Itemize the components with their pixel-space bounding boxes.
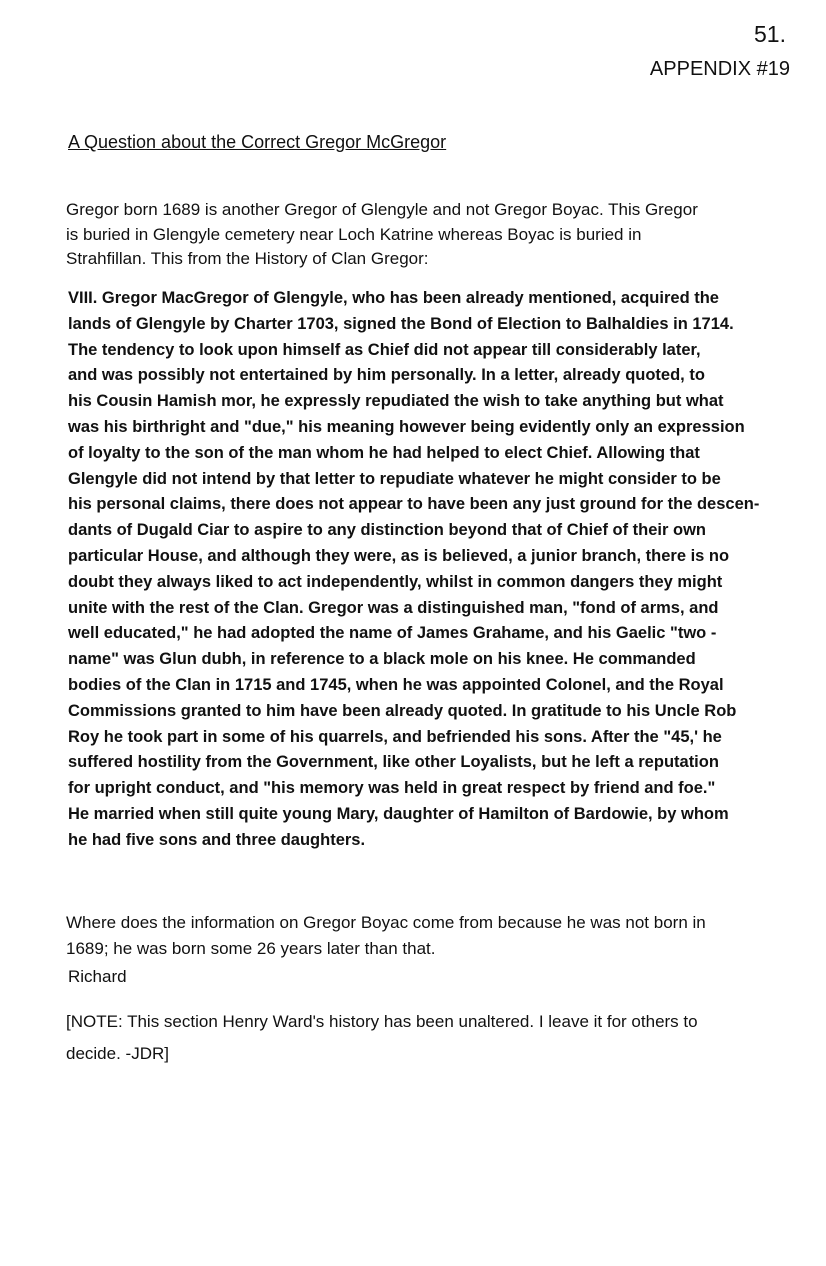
intro-paragraph — [66, 198, 796, 272]
appendix-label: APPENDIX #19 — [649, 58, 790, 80]
closing-paragraph — [66, 910, 796, 962]
editor-note — [66, 1006, 796, 1070]
signature: Richard — [68, 967, 127, 986]
intro-line: is buried in Glengyle cemetery near Loch Katrine whereas Boyac is buried in — [66, 224, 642, 244]
quote-line: He married when still quite young Mary, daughter of Hamilton of Bardowie, by whom — [68, 804, 729, 823]
quote-line: of loyalty to the son of the man whom he had helped to elect Chief. Allowing that — [68, 443, 700, 462]
quote-line: lands of Glengyle by Charter 1703, signed the Bond of Election to Balhaldies in 1714. — [68, 314, 734, 333]
history-quote — [68, 286, 820, 854]
quote-line: unite with the rest of the Clan. Gregor was a distinguished man, "fond of arms, and — [68, 598, 719, 617]
quote-line: his Cousin Hamish mor, he expressly repudiated the wish to take anything but what — [68, 392, 724, 411]
quote-line: his personal claims, there does not appear to have been any just ground for the descen- — [68, 495, 760, 514]
quote-line: VIII. Gregor MacGregor of Glengyle, who has been already mentioned, acquired the — [68, 289, 719, 307]
quote-line: Glengyle did not intend by that letter to repudiate whatever he might consider to be — [68, 469, 721, 488]
quote-line: The tendency to look upon himself as Chief did not appear till considerably later, — [68, 340, 701, 359]
quote-line: particular House, and although they were, as is believed, a junior branch, there is no — [68, 546, 730, 565]
quote-line: and was possibly not entertained by him personally. In a letter, already quoted, to — [68, 366, 705, 385]
page-number: 51. — [754, 21, 786, 47]
quote-line: Commissions granted to him have been already quoted. In gratitude to his Uncle Rob — [68, 701, 737, 720]
quote-line: for upright conduct, and "his memory was held in great respect by friend and foe." — [68, 779, 716, 798]
quote-line: dants of Dugald Ciar to aspire to any distinction beyond that of Chief of their own — [68, 521, 707, 540]
quote-line: Roy he took part in some of his quarrels, and befriended his sons. After the "45,' he — [68, 727, 722, 746]
note-line: [NOTE: This section Henry Ward's history has been unaltered. I leave it for others to — [66, 1012, 698, 1031]
closing-line: 1689; he was born some 26 years later than that. — [66, 939, 436, 958]
quote-line: bodies of the Clan in 1715 and 1745, when he was appointed Colonel, and the Royal — [68, 675, 724, 694]
quote-line: well educated," he had adopted the name of James Grahame, and his Gaelic "two - — [68, 624, 717, 643]
quote-line: doubt they always liked to act independently, whilst in common dangers they might — [68, 572, 723, 591]
intro-line: Gregor born 1689 is another Gregor of Glengyle and not Gregor Boyac. This Gregor — [66, 200, 698, 219]
quote-line: he had five sons and three daughters. — [68, 830, 366, 849]
quote-line: suffered hostility from the Government, like other Loyalists, but he left a reputation — [68, 753, 719, 772]
note-line: decide. -JDR] — [66, 1044, 169, 1063]
closing-line: Where does the information on Gregor Boyac come from because he was not born in — [66, 913, 706, 932]
intro-line: Strahfillan. This from the History of Clan Gregor: — [66, 249, 429, 268]
quote-line: name" was Glun dubh, in reference to a black mole on his knee. He commanded — [68, 650, 696, 669]
section-heading: A Question about the Correct Gregor McGregor — [68, 132, 447, 152]
quote-line: was his birthright and "due," his meaning however being evidently only an expression — [68, 417, 745, 436]
